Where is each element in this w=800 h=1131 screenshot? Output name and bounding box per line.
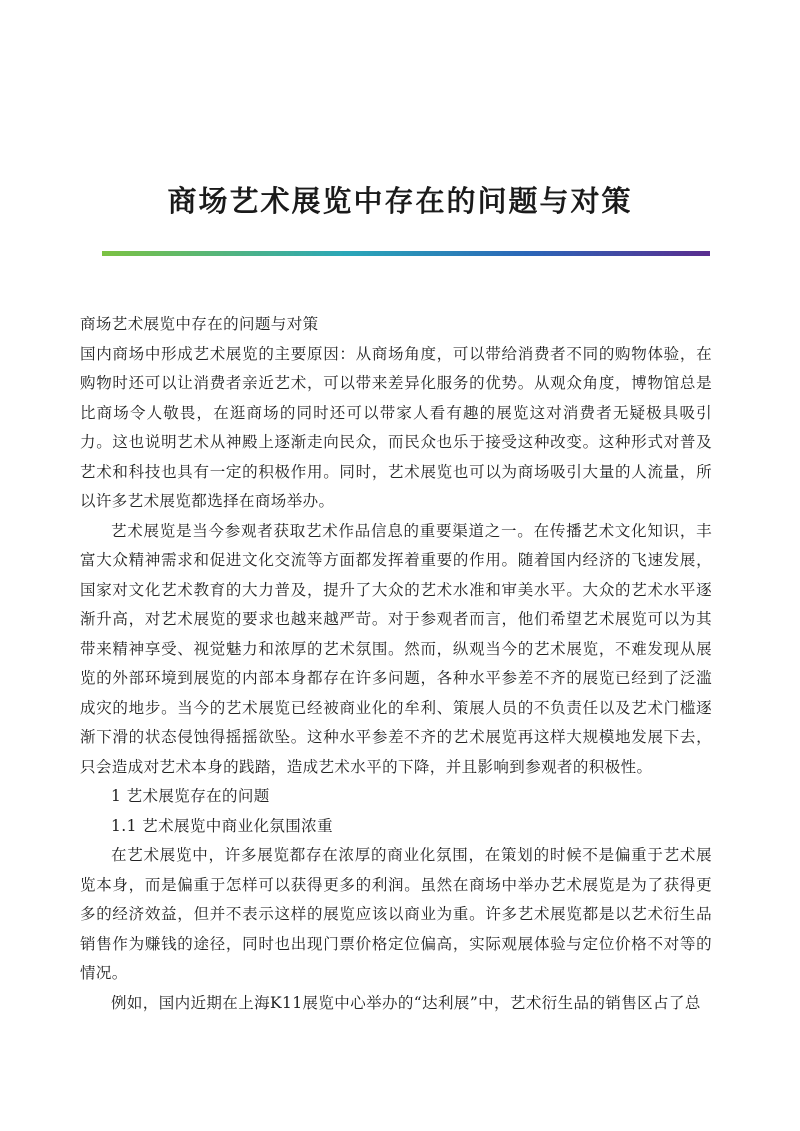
title-divider bbox=[102, 251, 710, 256]
paragraph: 国内商场中形成艺术展览的主要原因：从商场角度，可以带给消费者不同的购物体验，在购物时还可以让消费者亲近艺术，可以带来差异化服务的优势。从观众角度，博物馆总是比商场令人敬畏，在逛商场的同时还可以带家人看有趣的展览这对消费者无疑极具吸引力。这也说明艺术从神殿上逐渐走向民众，而民众也乐于接受这种改变。这种形式对普及艺术和科技也具有一定的积极作用。同时，艺术展览也可以为商场吸引大量的人流量，所以许多艺术展览都选择在商场举办。 bbox=[80, 344, 712, 510]
paragraph: 在艺术展览中，许多展览都存在浓厚的商业化氛围，在策划的时候不是偏重于艺术展览本身，而是偏重于怎样可以获得更多的利润。虽然在商场中举办艺术展览是为了获得更多的经济效益，但并不表示这样的展览应该以商业为重。许多艺术展览都是以艺术衍生品销售作为赚钱的途径，同时也出现门票价格定位偏高，实际观展体验与定位价格不对等的情况。 bbox=[80, 846, 712, 982]
subtitle-line: 商场艺术展览中存在的问题与对策 bbox=[80, 315, 319, 333]
section-heading: 1 艺术展览存在的问题 bbox=[111, 787, 270, 805]
document-title: 商场艺术展览中存在的问题与对策 bbox=[167, 184, 633, 219]
subsection-heading: 1.1 艺术展览中商业化氛围浓重 bbox=[111, 816, 333, 835]
document-body bbox=[80, 310, 712, 1018]
paragraph: 例如，国内近期在上海K11展览中心举办的“达利展”中，艺术衍生品的销售区占了总 bbox=[111, 993, 701, 1012]
paragraph: 艺术展览是当今参观者获取艺术作品信息的重要渠道之一。在传播艺术文化知识，丰富大众精神需求和促进文化交流等方面都发挥着重要的作用。随着国内经济的飞速发展，国家对文化艺术教育的大力普及，提升了大众的艺术水准和审美水平。大众的艺术水平逐渐升高，对艺术展览的要求也越来越严苛。对于参观者而言，他们希望艺术展览可以为其带来精神享受、视觉魅力和浓厚的艺术氛围。然而，纵观当今的艺术展览，不难发现从展览的外部环境到展览的内部本身都存在许多问题，各种水平参差不齐的展览已经到了泛滥成灾的地步。当今的艺术展览已经被商业化的牟利、策展人员的不负责任以及艺术门槛逐渐下滑的状态侵蚀得摇摇欲坠。这种水平参差不齐的艺术展览再这样大规模地发展下去，只会造成对艺术本身的践踏，造成艺术水平的下降，并且影响到参观者的积极性。 bbox=[80, 521, 712, 776]
